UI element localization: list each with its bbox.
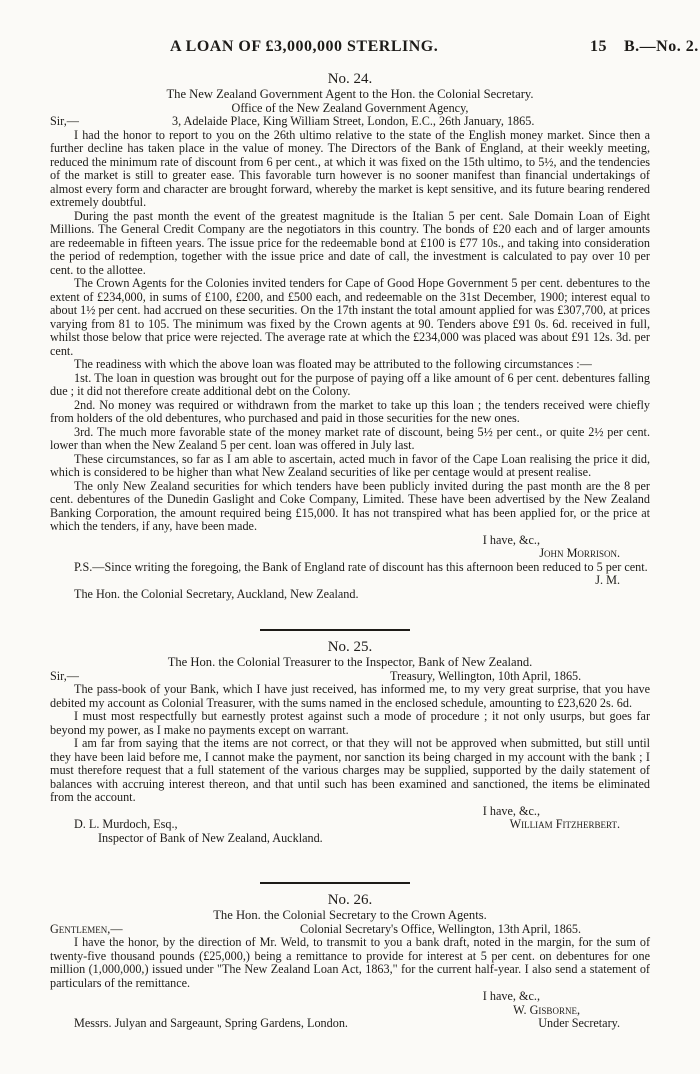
letter-25-heading: The Hon. the Colonial Treasurer to the Inspector, Bank of New Zealand. [167,655,533,669]
letter-25-recipient-title: Inspector of Bank of New Zealand, Auckland. [98,830,323,845]
letter-26-closing: I have, &c., [482,989,540,1003]
letter-24-salutation: Sir,— [50,114,79,128]
letter-26-number: No. 26. [327,892,373,908]
letter-24-signature: John Morrison. [539,546,620,560]
letter-25-sign-row [50,818,650,832]
running-title: A LOAN OF £3,000,000 STERLING. [170,38,439,55]
letter-24-closing: I have, &c., [482,532,540,547]
letter-25-closing: I have, &c., [482,803,540,818]
letter-24-paragraph: The readiness with which the above loan was floated may be attributed to the following circumstances :— [74,357,592,371]
letter-26-salutation: Gentlemen,— [50,921,123,936]
letter-26-heading: The Hon. the Colonial Secretary to the Crown Agents. [213,908,487,922]
letter-24-paragraph: 3rd. The much more favorable state of the money market rate of discount, being 5½ per cent., or quite 2½ per cent. lower than when the New Zealand 5 per cent. loan was offered in July last. [50,424,650,452]
letter-26-address-row [50,923,650,937]
letter-25-salutation: Sir,— [50,668,79,683]
letter-26-address: Colonial Secretary's Office, Wellington, 13th April, 1865. [300,921,582,936]
letter-24-address-row [50,115,650,129]
letter-24 [50,70,650,601]
letter-24-number: No. 24. [327,71,373,87]
section-divider [260,882,410,884]
letter-24-paragraph: 2nd. No money was required or withdrawn from the market to take up this loan ; the tenders received were chiefly from holders of the old debentures, who purchased and paid in those securities for the new ones. [50,397,650,425]
letter-25-paragraph: I must most respectfully but earnestly protest against such a mode of procedure ; it not only usurps, but goes far beyond my power, as I make no payments except on warrant. [50,709,650,737]
letter-24-paragraph: The Crown Agents for the Colonies invited tenders for Cape of Good Hope Government 5 per cent. debentures to the extent of £234,000, in sums of £100, £200, and £500 each, and redeemable on the 31st December, 1900; interest equal to about 1½ per cent. had accrued on these securities. On the 17th instant the total amount applied for was £307,700, at prices varying from 81 to 105. The minimum was fixed by the Crown agents at 90. Tenders above £91 0s. 6d. received in full, whilst those below that price were rejected. The average rate at which the £234,000 was placed was about £91 12s. 3d. per cent. [50,276,650,358]
letter-24-addressee: The Hon. the Colonial Secretary, Auckland, New Zealand. [74,586,359,601]
letter-25-paragraph: The pass-book of your Bank, which I have just received, has informed me, to my very great surprise, that you have debited my account as Colonial Treasurer, with the sums named in the enclosed schedule, amounting to £23,620 2s. 6d. [50,682,650,710]
section-divider [260,629,410,631]
letter-26-paragraph: I have the honor, by the direction of Mr. Weld, to transmit to you a bank draft, noted in the margin, for the sum of twenty-five thousand pounds (£25,000,) being a remittance to provide for interest at 5 per cent. on debentures for one million (1,000,000,) issued under "The New Zealand Loan Act, 1863," for the current half-year. I also send a statement of particulars of the remittance. [50,935,650,990]
letter-24-paragraph: These circumstances, so far as I am able to ascertain, acted much in favor of the Cape Loan realising the price it did, which is considered to be higher than what New Zealand securities of like per centage would at present realise. [50,451,650,479]
running-head [0,38,700,58]
letter-26-signature: W. Gisborne, [513,1002,580,1017]
letter-24-postscript: P.S.—Since writing the foregoing, the Bank of England rate of discount has this afternoon been reduced to 5 per cent. [74,559,648,574]
letter-24-paragraph: The only New Zealand securities for which tenders have been publicly invited during the past month are the 8 per cent. debentures of the Dunedin Gaslight and Coke Company, Limited. These have been advertised by the New Zealand Banking Corporation, the amount required being £15,000. It has not transpired what has been applied for, or the price at which the tenders, if any, have been made. [50,478,650,533]
letter-25-recipient: D. L. Murdoch, Esq., [74,817,178,831]
paper-reference: B.—No. 2. [624,38,699,55]
letter-26-sign-row [50,1017,650,1031]
letter-26 [50,891,650,1031]
letter-24-ps-initials: J. M. [595,573,620,587]
letter-24-paragraph: During the past month the event of the greatest magnitude is the Italian 5 per cent. Sale Domain Loan of Eight Millions. The General Credit Company are the negotiators in this country. The bonds of £20 each and of larger amounts are redeemable in fifteen years. The issue price for the redeemable bond at £100 is £77 10s., and taking into consideration the period of redemption, together with the issue price and date of call, the investment is calculated to pay over 10 per cent. to the allottee. [50,208,650,277]
letter-25-address-row [50,670,650,684]
letter-24-heading: The New Zealand Government Agent to the Hon. the Colonial Secretary. [166,87,534,101]
letter-24-paragraph: I had the honor to report to you on the 26th ultimo relative to the state of the English money market. Since then a further decline has taken place in the value of money. The Directors of the Bank of England, at their weekly meeting, reduced the minimum rate of discount from 6 per cent., at which it was fixed on the 15th ultimo, to 5½, and the tendencies of the market is still to greater ease. This favorable turn however is no sooner manifest than financial undertakings of almost every form and character are brought forward, whereby the market is kept sensitive, and its future bearing rendered extremely doubtful. [50,127,650,209]
letter-24-office: Office of the New Zealand Government Agency, [231,100,469,115]
letter-24-address: 3, Adelaide Place, King William Street, London, E.C., 26th January, 1865. [172,114,535,128]
letter-25 [50,638,650,845]
letter-26-addressee: Messrs. Julyan and Sargeaunt, Spring Gardens, London. [74,1016,348,1030]
letter-25-number: No. 25. [327,639,373,655]
letter-24-paragraph: 1st. The loan in question was brought out for the purpose of paying off a like amount of 6 per cent. debentures falling due ; it did not therefore create additional debt on the Colony. [50,370,650,398]
letter-25-signature: William Fitzherbert. [509,817,620,831]
letter-25-paragraph: I am far from saying that the items are not correct, or that they will not be approved when submitted, but still until they have been laid before me, I cannot make the payment, nor sanction its being charged in my account with the bank ; I must therefore request that a full statement of the various charges may be supplied, supported by the daily statement of balances with accruing interest thereon, and that until such has been examined and sanctioned, the items be eliminated from the account. [50,736,650,804]
letter-25-address: Treasury, Wellington, 10th April, 1865. [390,668,582,683]
page-number: 15 [590,38,607,55]
letter-26-signature-title: Under Secretary. [538,1016,620,1030]
